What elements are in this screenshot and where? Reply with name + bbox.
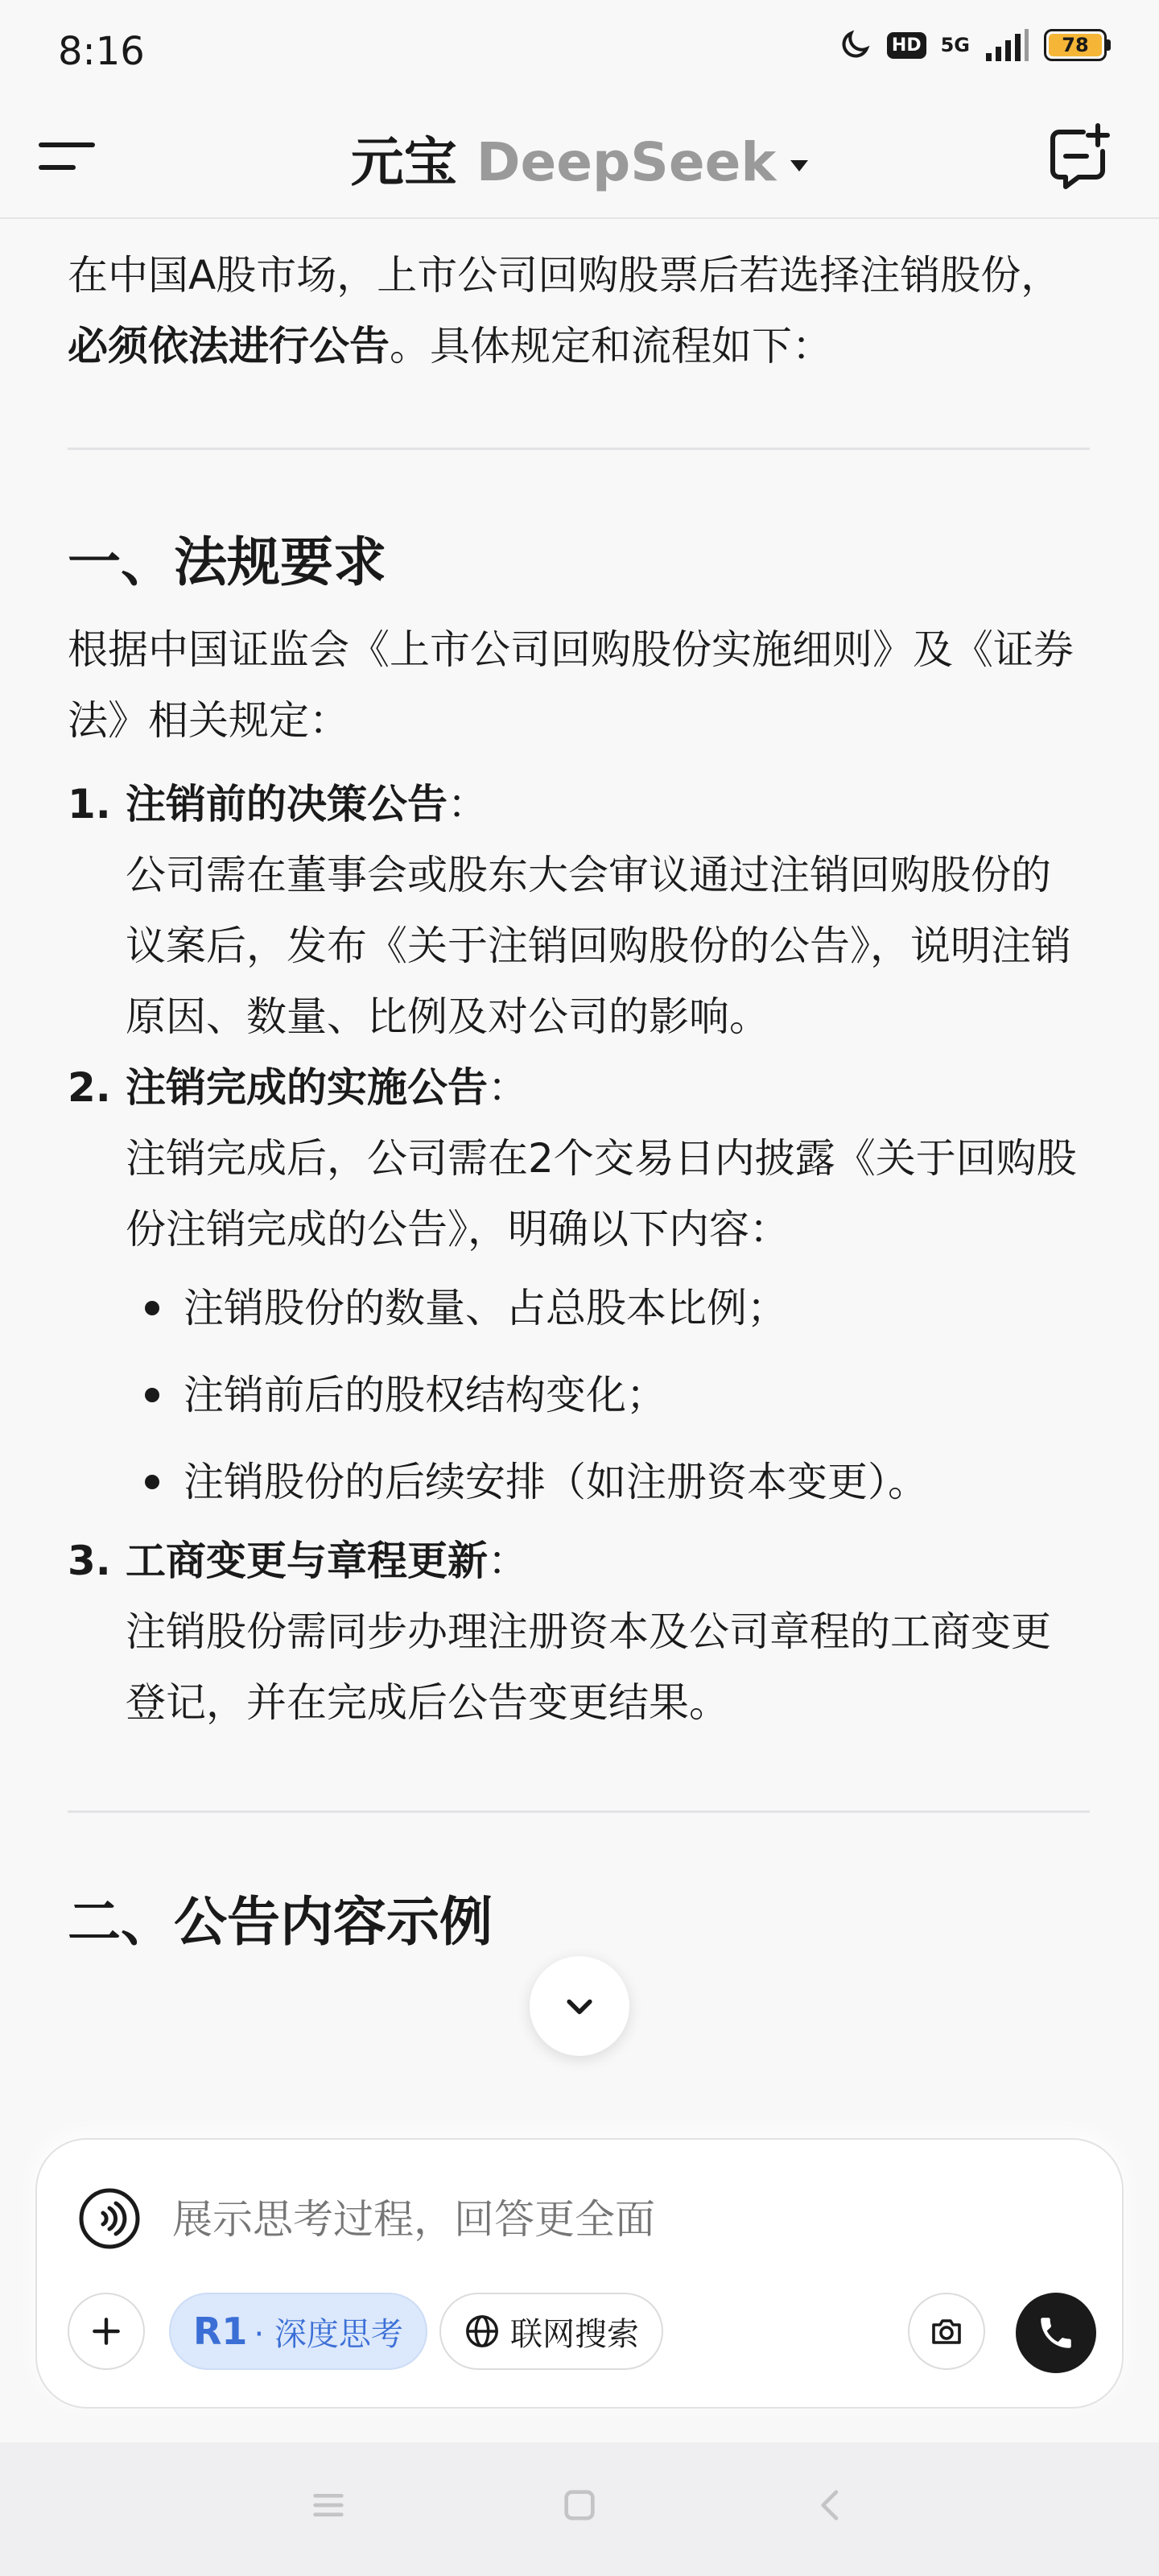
add-attachment-button[interactable] (68, 2293, 145, 2370)
status-icons (837, 27, 1111, 63)
section-title: 二、公告内容示例 (68, 1891, 493, 1953)
divider (68, 1810, 1090, 1813)
intro-bold: 必须依法进行公告 (68, 323, 390, 369)
recent-apps-icon[interactable] (306, 2483, 351, 2528)
scroll-to-bottom-button[interactable] (530, 1956, 629, 2056)
model-selector[interactable] (0, 119, 1159, 196)
app-header (0, 97, 1159, 219)
phone-icon (1036, 2313, 1076, 2353)
camera-icon (927, 2312, 966, 2351)
voice-input-icon[interactable] (77, 2186, 142, 2251)
deep-think-label: · 深度思考 (254, 2315, 403, 2353)
model-name: DeepSeek (476, 131, 777, 193)
app-name: 元宝 (350, 131, 457, 193)
new-chat-button[interactable] (1041, 121, 1114, 193)
content-fade (0, 2093, 1159, 2141)
item-title: 注销完成的实施公告 (126, 1064, 488, 1111)
intro-paragraph: 在中国A股市场，上市公司回购股票后若选择注销股份，必须依法进行公告。具体规定和流程如下： (68, 252, 1062, 369)
chevron-down-icon (562, 1988, 597, 2024)
section-title: 一、法规要求 (68, 531, 386, 593)
item-body: 注销完成后，公司需在2个交易日内披露《关于回购股份注销完成的公告》，明确以下内容： (126, 1135, 1077, 1253)
new-chat-icon (1041, 121, 1114, 193)
globe-icon (464, 2313, 501, 2350)
battery-level: 78 (1049, 34, 1102, 56)
signal-icon (984, 29, 1029, 61)
message-input[interactable] (171, 2186, 898, 2252)
bullet-item: 注销股份的后续安排（如注册资本变更）。 (126, 1439, 1090, 1525)
deep-think-toggle[interactable] (169, 2293, 427, 2370)
answer-content (68, 217, 1090, 1963)
voice-call-button[interactable] (1016, 2293, 1096, 2373)
divider (68, 448, 1090, 450)
system-nav-bar (0, 2442, 1159, 2576)
camera-button[interactable] (908, 2293, 985, 2370)
battery-icon (1044, 29, 1111, 61)
list-item: 1. 注销前的决策公告： 公司需在董事会或股东大会审议通过注销回购股份的议案后，发布《关于注销回购股份的公告》，说明注销原因、数量、比例及对公司的影响。 (68, 781, 1071, 1040)
back-icon[interactable] (808, 2483, 853, 2528)
section-intro: 根据中国证监会《上市公司回购股份实施细则》及《证券法》相关规定： (68, 626, 1074, 744)
r1-label: R1 (193, 2310, 248, 2353)
composer (35, 2138, 1124, 2409)
status-bar (0, 0, 1159, 97)
chevron-down-icon (790, 160, 808, 171)
hd-badge: HD (887, 32, 926, 59)
bullet-item: 注销股份的数量、占总股本比例； (126, 1265, 1090, 1352)
item-body: 注销股份需同步办理注册资本及公司章程的工商变更登记，并在完成后公告变更结果。 (126, 1608, 1051, 1726)
bullet-item: 注销前后的股权结构变化； (126, 1352, 1090, 1439)
home-icon[interactable] (557, 2483, 602, 2528)
list-item: 2. 注销完成的实施公告： 注销完成后，公司需在2个交易日内披露《关于回购股份注销完成的公告》，明确以下内容： 注销股份的数量、占总股本比例； 注销前后的股权结构变化； 注销股份的后续安排（如注册资本变更）。 (68, 1052, 1090, 1525)
list-item: 3. 工商变更与章程更新： 注销股份需同步办理注册资本及公司章程的工商变更登记，并在完成后公告变更结果。 (68, 1538, 1051, 1726)
plus-icon (89, 2314, 124, 2349)
item-title: 注销前的决策公告 (126, 781, 448, 828)
item-title: 工商变更与章程更新 (126, 1538, 488, 1584)
moon-icon (837, 27, 872, 63)
item-body: 公司需在董事会或股东大会审议通过注销回购股份的议案后，发布《关于注销回购股份的公告》，说明注销原因、数量、比例及对公司的影响。 (126, 852, 1071, 1040)
status-time: 8:16 (58, 29, 145, 74)
network-type: 5G (940, 34, 970, 56)
web-search-label: 联网搜索 (510, 2315, 639, 2353)
web-search-toggle[interactable] (439, 2293, 663, 2370)
